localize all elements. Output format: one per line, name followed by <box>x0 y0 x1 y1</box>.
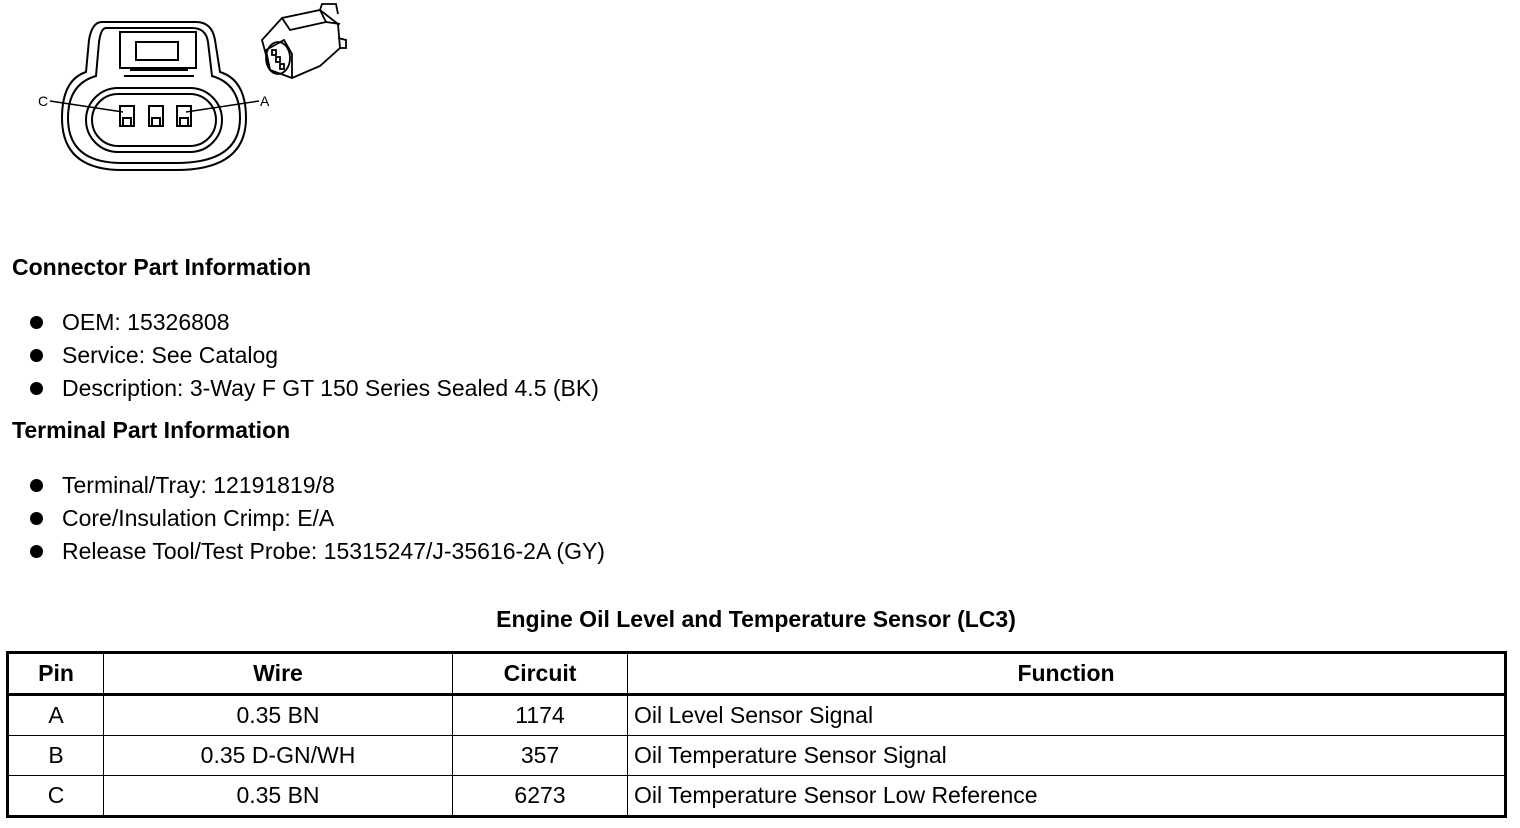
pin-cell: A <box>8 695 104 736</box>
list-item: Service: See Catalog <box>28 339 599 372</box>
circuit-cell: 1174 <box>453 695 628 736</box>
list-item: Terminal/Tray: 12191819/8 <box>28 469 605 502</box>
table-row <box>8 776 1506 817</box>
table-row <box>8 736 1506 776</box>
pin-table <box>6 651 1507 818</box>
list-item: Description: 3-Way F GT 150 Series Sealed 4.5 (BK) <box>28 372 599 405</box>
bullet-icon <box>30 382 43 395</box>
pin-cell: C <box>8 776 104 817</box>
connector-isometric-icon <box>262 4 346 78</box>
function-cell: Oil Temperature Sensor Low Reference <box>628 776 1506 817</box>
bullet-icon <box>30 349 43 362</box>
function-cell: Oil Level Sensor Signal <box>628 695 1506 736</box>
column-header-function: Function <box>628 653 1506 695</box>
list-item: Core/Insulation Crimp: E/A <box>28 502 605 535</box>
terminal-info-heading: Terminal Part Information <box>12 417 291 443</box>
terminal-info-list <box>28 469 605 568</box>
table-row <box>8 695 1506 736</box>
wire-cell: 0.35 D-GN/WH <box>104 736 453 776</box>
list-item: OEM: 15326808 <box>28 306 599 339</box>
pin-label-c: C <box>38 93 49 109</box>
circuit-cell: 357 <box>453 736 628 776</box>
pin-table-title: Engine Oil Level and Temperature Sensor (LC3) <box>496 606 1016 632</box>
bullet-icon <box>30 316 43 329</box>
column-header-wire: Wire <box>104 653 453 695</box>
column-header-circuit: Circuit <box>453 653 628 695</box>
bullet-icon <box>30 545 43 558</box>
bullet-icon <box>30 479 43 492</box>
connector-diagram <box>20 0 380 200</box>
table-header-row <box>8 653 1506 695</box>
function-cell: Oil Temperature Sensor Signal <box>628 736 1506 776</box>
wire-cell: 0.35 BN <box>104 776 453 817</box>
connector-info-heading: Connector Part Information <box>12 254 312 280</box>
wire-cell: 0.35 BN <box>104 695 453 736</box>
connector-info-list <box>28 306 599 405</box>
column-header-pin: Pin <box>8 653 104 695</box>
list-item: Release Tool/Test Probe: 15315247/J-35616-2A (GY) <box>28 535 605 568</box>
pin-cell: B <box>8 736 104 776</box>
connector-face-icon <box>20 0 380 200</box>
pin-label-a: A <box>260 93 270 109</box>
circuit-cell: 6273 <box>453 776 628 817</box>
bullet-icon <box>30 512 43 525</box>
